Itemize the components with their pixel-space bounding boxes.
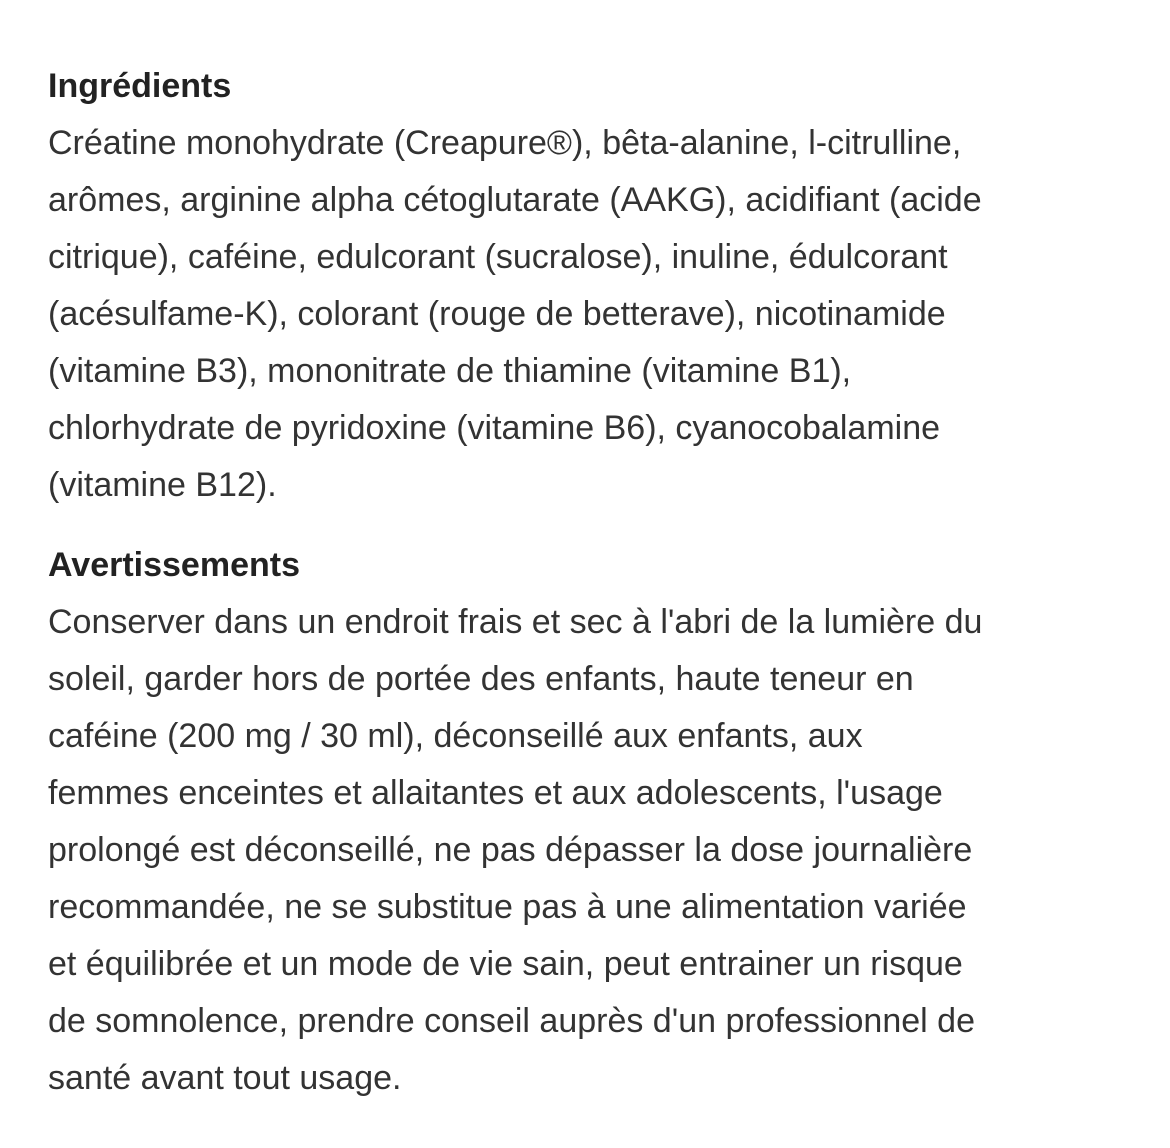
- ingredients-section: [48, 58, 1148, 514]
- warnings-line: santé avant tout usage.: [48, 1059, 402, 1097]
- ingredients-heading: Ingrédients: [48, 67, 232, 105]
- warnings-text: [48, 594, 1148, 1107]
- ingredients-line: Créatine monohydrate (Creapure®), bêta-alanine, l-citrulline,: [48, 124, 962, 162]
- ingredients-line: (vitamine B3), mononitrate de thiamine (vitamine B1),: [48, 352, 852, 390]
- warnings-line: recommandée, ne se substitue pas à une alimentation variée: [48, 888, 967, 926]
- ingredients-line: citrique), caféine, edulcorant (sucralose), inuline, édulcorant: [48, 238, 948, 276]
- product-info: [48, 58, 1148, 1107]
- ingredients-line: chlorhydrate de pyridoxine (vitamine B6), cyanocobalamine: [48, 409, 941, 447]
- warnings-line: de somnolence, prendre conseil auprès d'un professionnel de: [48, 1002, 975, 1040]
- ingredients-text: [48, 115, 1148, 514]
- ingredients-line: (acésulfame-K), colorant (rouge de betterave), nicotinamide: [48, 295, 946, 333]
- warnings-line: et équilibrée et un mode de vie sain, peut entrainer un risque: [48, 945, 963, 983]
- warnings-line: prolongé est déconseillé, ne pas dépasser la dose journalière: [48, 831, 973, 869]
- warnings-line: Conserver dans un endroit frais et sec à l'abri de la lumière du: [48, 603, 983, 641]
- warnings-line: soleil, garder hors de portée des enfants, haute teneur en: [48, 660, 914, 698]
- ingredients-line: (vitamine B12).: [48, 466, 277, 504]
- warnings-section: [48, 537, 1148, 1107]
- warnings-heading: Avertissements: [48, 546, 300, 584]
- warnings-line: caféine (200 mg / 30 ml), déconseillé aux enfants, aux: [48, 717, 863, 755]
- ingredients-line: arômes, arginine alpha cétoglutarate (AAKG), acidifiant (acide: [48, 181, 982, 219]
- warnings-line: femmes enceintes et allaitantes et aux adolescents, l'usage: [48, 774, 943, 812]
